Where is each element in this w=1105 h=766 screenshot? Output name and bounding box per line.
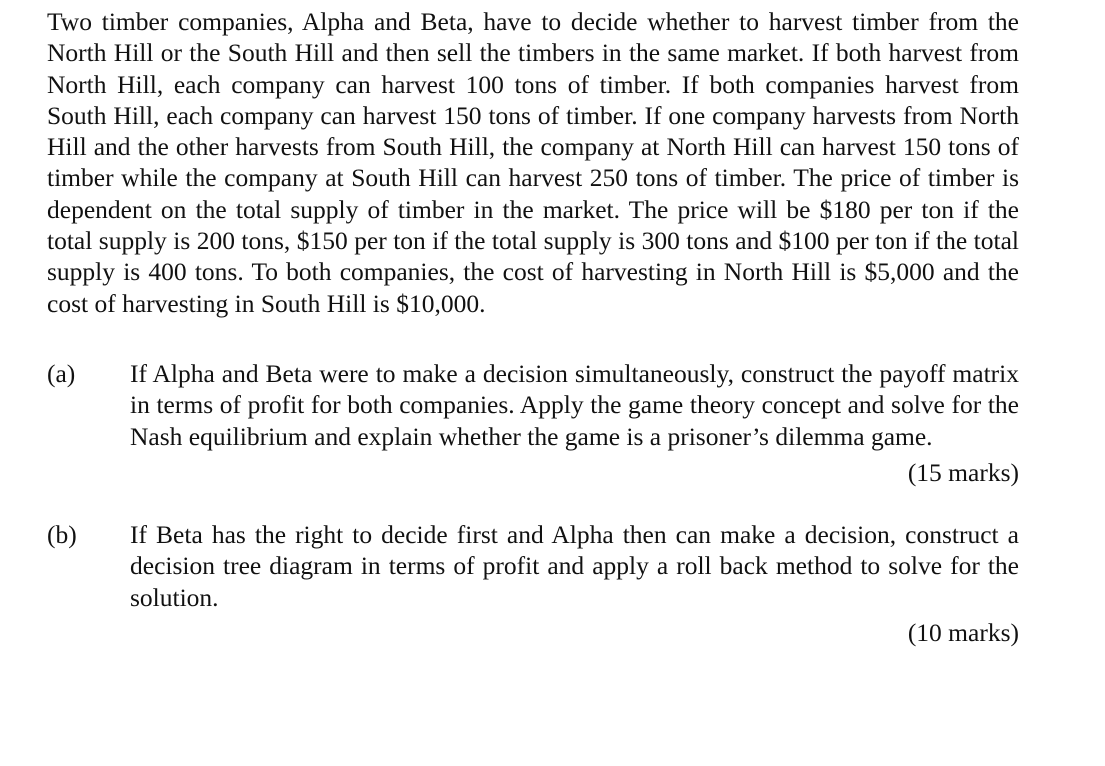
question-a-marks: (15 marks) <box>907 457 1019 487</box>
question-a-text: If Alpha and Beta were to make a decision simultaneously, construct the payoff matrix in terms of profit for both companies. Apply the game theory concept and solve for the Nash equilibrium and explain whether the game is a prisoner’s dilemma game. <box>130 358 1019 451</box>
question-a-label: (a) <box>47 358 76 388</box>
question-b-text: If Beta has the right to decide first and Alpha then can make a decision, construct a decision tree diagram in terms of profit and apply a roll back method to solve for the solution. <box>130 520 1019 612</box>
intro-paragraph: Two timber companies, Alpha and Beta, have to decide whether to harvest timber from the North Hill or the South Hill and then sell the timbers in the same market. If both harvest from North Hill, each company can harvest 100 tons of timber. If both companies harvest from South Hill, each company can harvest 150 tons of timber. If one company harvests from North Hill and the other harvests from South Hill, the company at North Hill can harvest 150 tons of timber while the company at South Hill can harvest 250 tons of timber. The price of timber is dependent on the total supply of timber in the market. The price will be $180 per ton if the total supply is 200 tons, $150 per ton if the total supply is 300 tons and $100 per ton if the total supply is 400 tons. To both companies, the cost of harvesting in North Hill is $5,000 and the cost of harvesting in South Hill is $10,000. <box>47 7 1019 318</box>
document-page <box>47 6 1019 648</box>
question-a <box>47 358 1019 488</box>
question-b-marks: (10 marks) <box>907 618 1019 648</box>
question-b <box>47 519 1019 648</box>
question-b-label: (b) <box>47 520 77 550</box>
